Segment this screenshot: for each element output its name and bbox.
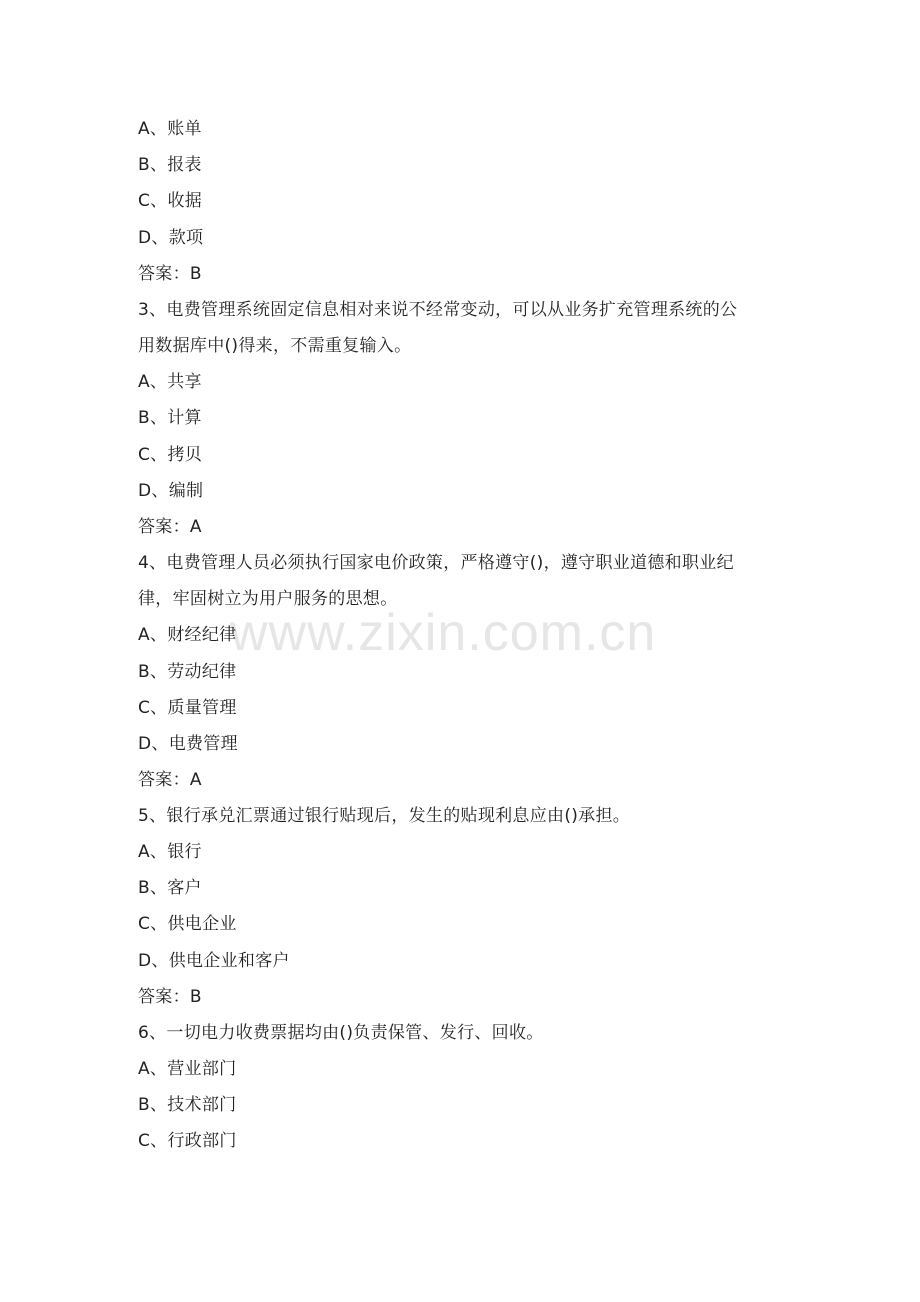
q4-stem-line2: 律，牢固树立为用户服务的思想。 bbox=[138, 589, 398, 609]
watermark: www.zixin.com.cn bbox=[230, 604, 657, 662]
q2-option-d: D、款项 bbox=[138, 228, 204, 248]
q5-option-d: D、供电企业和客户 bbox=[138, 951, 290, 971]
q2-option-c: C、收据 bbox=[138, 191, 203, 211]
q4-answer: 答案：A bbox=[138, 770, 202, 790]
q3-option-a: A、共享 bbox=[138, 372, 202, 392]
q6-option-a: A、营业部门 bbox=[138, 1059, 237, 1079]
q6-option-c: C、行政部门 bbox=[138, 1131, 237, 1151]
q6-option-b: B、技术部门 bbox=[138, 1095, 237, 1115]
q4-stem-line1: 4、电费管理人员必须执行国家电价政策，严格遵守()，遵守职业道德和职业纪 bbox=[138, 553, 734, 573]
q4-option-d: D、电费管理 bbox=[138, 734, 238, 754]
q4-option-c: C、质量管理 bbox=[138, 698, 237, 718]
q5-option-b: B、客户 bbox=[138, 878, 202, 898]
q2-answer: 答案：B bbox=[138, 264, 202, 284]
q3-answer: 答案：A bbox=[138, 517, 202, 537]
q5-stem-line1: 5、银行承兑汇票通过银行贴现后，发生的贴现利息应由()承担。 bbox=[138, 806, 631, 826]
q2-option-b: B、报表 bbox=[138, 155, 202, 175]
q5-option-c: C、供电企业 bbox=[138, 914, 237, 934]
q2-option-a: A、账单 bbox=[138, 119, 202, 139]
q3-stem-line2: 用数据库中()得来，不需重复输入。 bbox=[138, 336, 412, 356]
q3-stem-line1: 3、电费管理系统固定信息相对来说不经常变动，可以从业务扩充管理系统的公 bbox=[138, 300, 738, 320]
q3-option-b: B、计算 bbox=[138, 408, 202, 428]
q3-option-d: D、编制 bbox=[138, 481, 204, 501]
q5-option-a: A、银行 bbox=[138, 842, 202, 862]
q5-answer: 答案：B bbox=[138, 987, 202, 1007]
q3-option-c: C、拷贝 bbox=[138, 445, 203, 465]
q4-option-a: A、财经纪律 bbox=[138, 625, 237, 645]
q6-stem-line1: 6、一切电力收费票据均由()负责保管、发行、回收。 bbox=[138, 1023, 544, 1043]
q4-option-b: B、劳动纪律 bbox=[138, 662, 237, 682]
